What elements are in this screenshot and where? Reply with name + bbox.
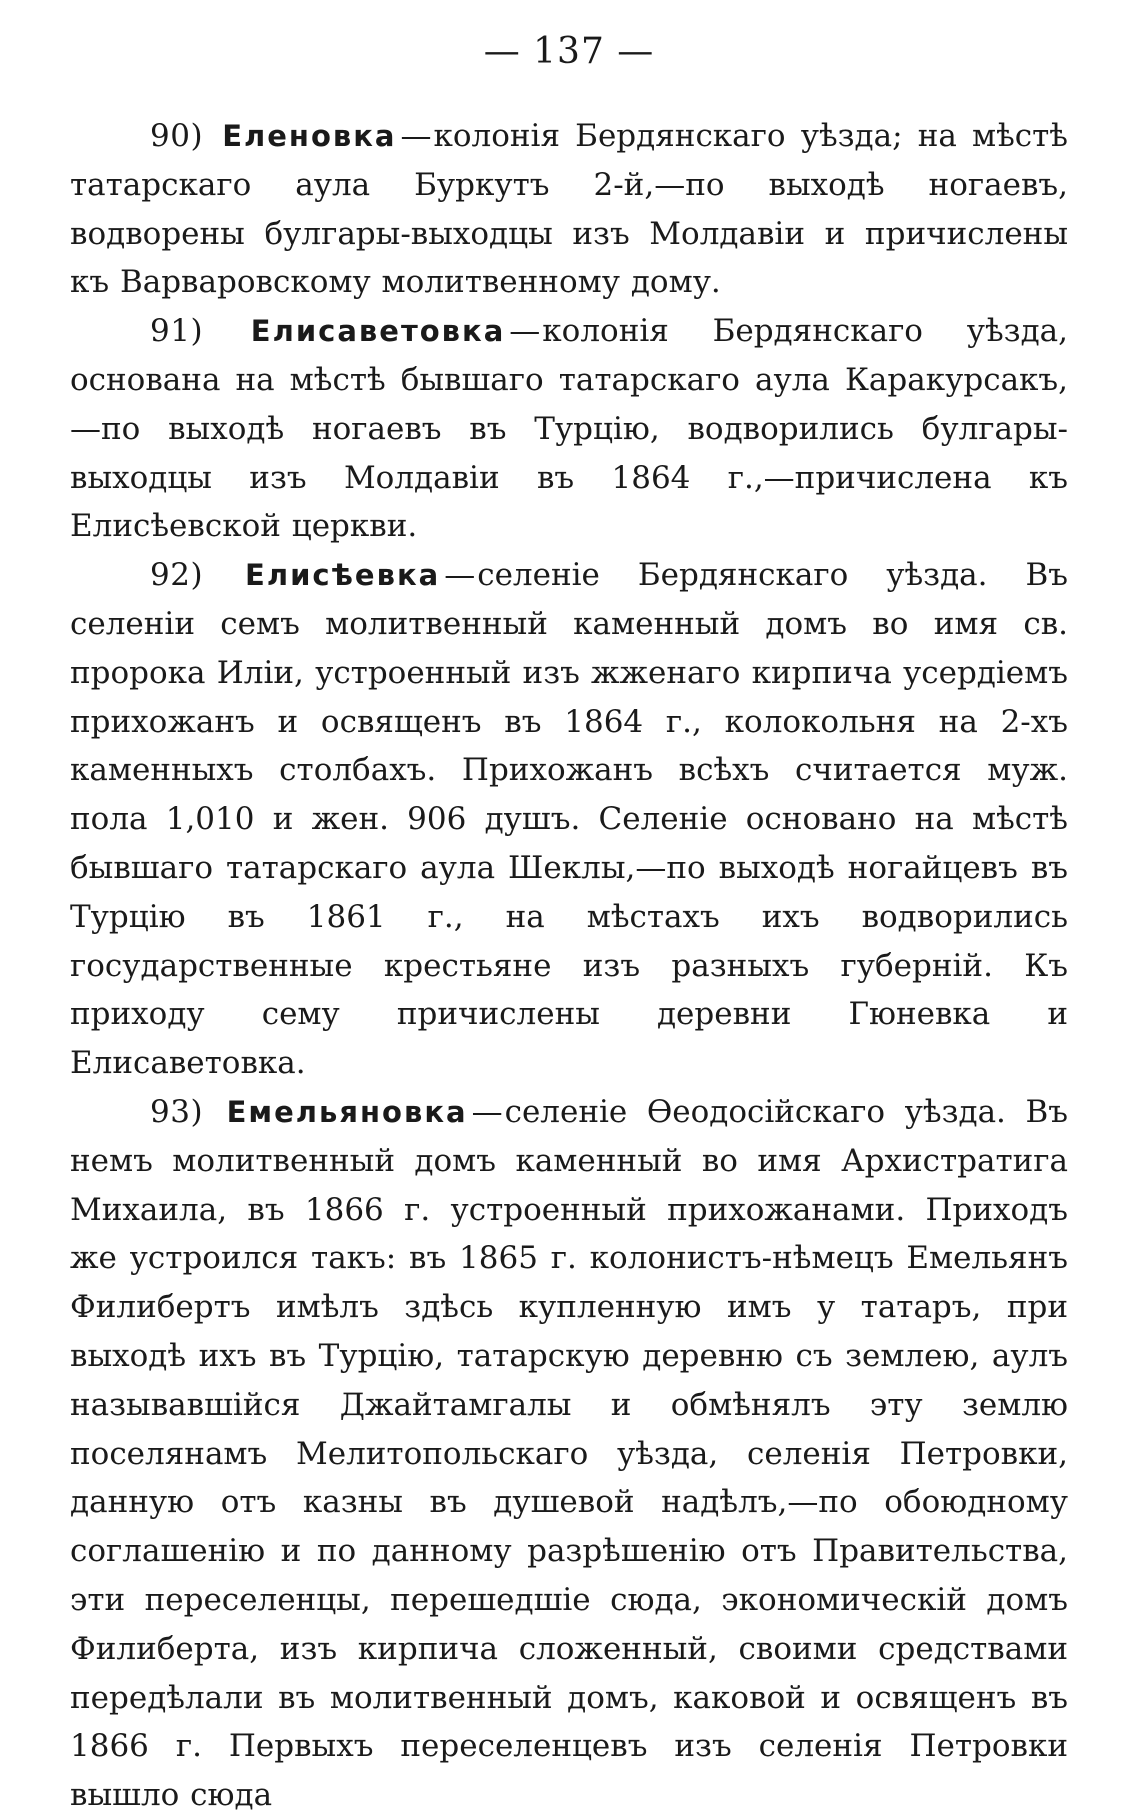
entry-title: Еленовка [222, 119, 397, 153]
entry-text: колонія Бердянскаго уѣзда; на мѣстѣ татарскаго аула Буркутъ 2-й,—по выходѣ ногаевъ, водворены булгары-выходцы изъ Молдавіи и причислены къ Варваровскому молитвенному дому. [70, 118, 1069, 301]
entry-text: селеніе Ѳеодосійскаго уѣзда. Въ немъ молитвенный домъ каменный во имя Архистратига Михаила, въ 1866 г. устроенный прихожанами. Приходъ же устроился такъ: въ 1865 г. колонистъ-нѣмецъ Емельянъ Филибертъ имѣлъ здѣсь купленную имъ у татаръ, при выходѣ ихъ въ Турцію, татарскую деревню съ землею, аулъ называвшійся Джайтамгалы и обмѣнялъ эту землю поселянамъ Мелитопольскаго уѣзда, селенія Петровки, данную отъ казны въ душевой надѣлъ,—по обоюдному соглашенію и по данному разрѣшенію отъ Правительства, эти переселенцы, перешедшіе сюда, экономическій домъ Филиберта, изъ кирпича сложенный, своими средствами передѣлали въ молитвенный домъ, каковой и освященъ въ 1866 г. Первыхъ переселенцевъ изъ селенія Петровки вышло сюда [70, 1093, 1068, 1814]
entry-number: 93) [150, 1093, 204, 1130]
entry-91 [70, 307, 1068, 551]
entry-number: 90) [150, 118, 204, 154]
entry-number: 91) [150, 313, 204, 350]
entry-number: 92) [150, 557, 204, 594]
entry-dash: — [444, 557, 476, 594]
entry-title: Елисаветовка [250, 314, 506, 349]
page-number: — 137 — [483, 31, 655, 72]
entry-dash: — [400, 118, 432, 154]
entry-title: Елисѣевка [245, 558, 441, 593]
entry-93 [70, 1088, 1068, 1820]
entry-text: колонія Бердянскаго уѣзда, основана на мѣстѣ бывшаго татарскаго аула Каракурсакъ,—по выходѣ ногаевъ въ Турцію, водворились булгары-выходцы изъ Молдавіи въ 1864 г.,—причислена къ Елисѣевской церкви. [70, 313, 1068, 545]
entry-dash: — [471, 1093, 503, 1130]
entry-title: Емельяновка [226, 1094, 468, 1129]
entry-dash: — [509, 313, 541, 350]
entry-92 [70, 551, 1068, 1088]
entry-text: селеніе Бердянскаго уѣзда. Въ селеніи семъ молитвенный каменный домъ во имя св. пророка Иліи, устроенный изъ жженаго кирпича усердіемъ прихожанъ и освященъ въ 1864 г., колокольня на 2-хъ каменныхъ столбахъ. Прихожанъ всѣхъ считается муж. пола 1,010 и жен. 906 душъ. Селеніе основано на мѣстѣ бывшаго татарскаго аула Шеклы,—по выходѣ ногайцевъ въ Турцію въ 1861 г., на мѣстахъ ихъ водворились государственные крестьяне изъ разныхъ губерній. Къ приходу сему причислены деревни Гюневка и Елисаветовка. [70, 557, 1068, 1082]
entry-90 [70, 112, 1068, 307]
